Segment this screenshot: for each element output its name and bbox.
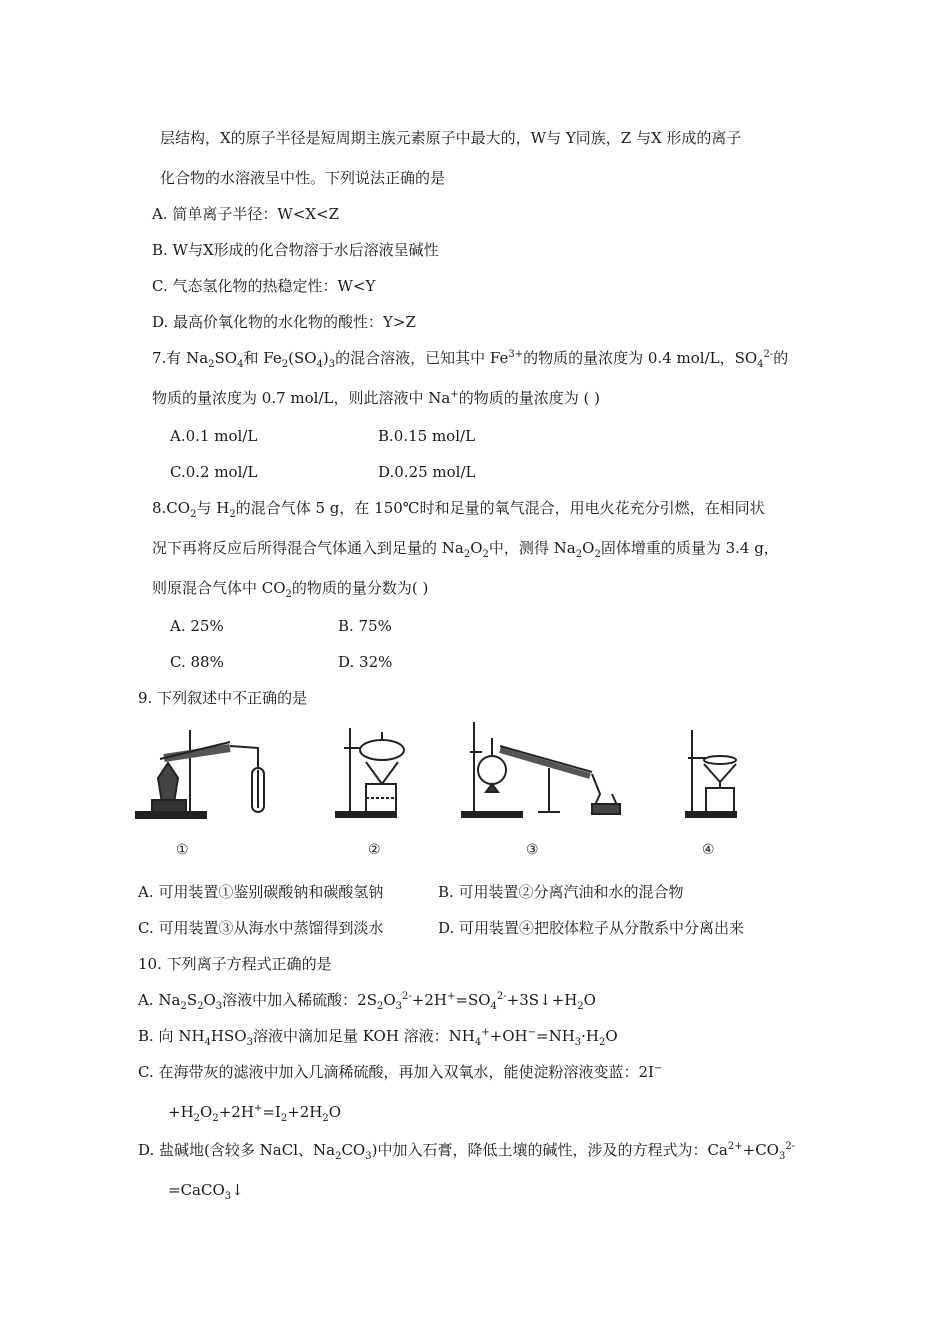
q8-option-c: C. 88% <box>170 653 224 671</box>
q9-option-a: A. 可用装置①鉴别碳酸钠和碳酸氢钠 <box>138 883 384 901</box>
q9-apparatus-figure <box>130 718 750 868</box>
q6-option-d: D. 最高价氧化物的水化物的酸性：Y>Z <box>152 313 416 331</box>
fig-label-3: ③ <box>526 842 539 858</box>
q10-option-b: B. 向 $NH_4HSO_3$溶液中滴加足量 KOH 溶液：$NH_4^++OH^-=NH_3\cdot H_2O$ <box>138 1027 618 1048</box>
q7-option-a: A.0.1 mol/L <box>170 427 258 445</box>
q9-option-b: B. 可用装置②分离汽油和水的混合物 <box>438 883 684 901</box>
q6-option-a: A. 简单离子半径：W<X<Z <box>152 205 340 223</box>
fig-label-1: ① <box>176 842 189 858</box>
q10-option-a: A. $Na_2S_2O_3$溶液中加入稀硫酸：$2S_2O_3^{2-}+2H^+=SO_4^{2-}+3S↓+H_2O$ <box>138 991 596 1012</box>
q8-option-b: B. 75% <box>338 617 392 635</box>
q6-option-b: B. W与X形成的化合物溶于水后溶液呈碱性 <box>152 241 439 259</box>
q8-option-a: A. 25% <box>170 617 224 635</box>
q9-stem: 9. 下列叙述中不正确的是 <box>138 689 308 707</box>
q9-option-c: C. 可用装置③从海水中蒸馏得到淡水 <box>138 919 384 937</box>
q6-line2: 化合物的水溶液呈中性。下列说法正确的是 <box>160 169 446 187</box>
fig-label-4: ④ <box>702 842 715 858</box>
q10-stem: 10. 下列离子方程式正确的是 <box>138 955 332 973</box>
q8-stem-line3: 则原混合气体中 $CO_2$的物质的量分数为( ) <box>152 579 429 600</box>
apparatus-4-filtration <box>686 730 736 858</box>
q10-option-c-line1: C. 在海带灰的滤液中加入几滴稀硫酸，再加入双氧水，能使淀粉溶液变蓝：2I− <box>138 1063 663 1081</box>
q7-option-b: B.0.15 mol/L <box>378 427 476 445</box>
apparatus-2-separatory-funnel <box>336 728 404 858</box>
q8-stem-line2: 况下再将反应后所得混合气体通入到足量的 $Na_2O_2$中，测得 $Na_2O_2$固体增重的质量为 3.4 g， <box>152 539 779 560</box>
q10-option-c-line2: $+H_2O_2+2H^+=I_2+2H_2O$ <box>168 1103 342 1124</box>
q7-option-d: D.0.25 mol/L <box>378 463 476 481</box>
fig-label-2: ② <box>368 842 381 858</box>
q10-option-d-line1: D. 盐碱地(含较多 NaCl、$Na_2CO_3$)中加入石膏，降低土壤的碱性，涉及的方程式为：$Ca^{2+}+CO_3^{2-}$ <box>138 1141 796 1162</box>
apparatus-1-heating <box>136 730 264 858</box>
q8-option-d: D. 32% <box>338 653 393 671</box>
q7-option-c: C.0.2 mol/L <box>170 463 258 481</box>
q10-option-d-line2: =CaCO$_3$↓ <box>168 1181 244 1202</box>
q7-stem-line2: 物质的量浓度为 0.7 mol/L，则此溶液中 Na+的物质的量浓度为 ( ) <box>152 389 600 407</box>
q6-option-c: C. 气态氢化物的热稳定性：W<Y <box>152 277 376 295</box>
apparatus-3-distillation <box>462 722 620 858</box>
q8-stem-line1: $8.CO_2$与 $H_2$的混合气体 5 g，在 150℃时和足量的氧气混合，用电火花充分引燃，在相同状 <box>152 499 765 520</box>
q7-stem-line1: 7.有 $Na_2SO_4$和 $Fe_2(SO_4)_3$的混合溶液，已知其中 $Fe^{3+}$的物质的量浓度为 0.4 mol/L，$SO_4^{2-}$的 <box>152 349 789 370</box>
q6-line1: 层结构，X的原子半径是短周期主族元素原子中最大的，W与 Y同族，Z 与X 形成的离子 <box>160 129 742 147</box>
q9-option-d: D. 可用装置④把胶体粒子从分散系中分离出来 <box>438 919 745 937</box>
